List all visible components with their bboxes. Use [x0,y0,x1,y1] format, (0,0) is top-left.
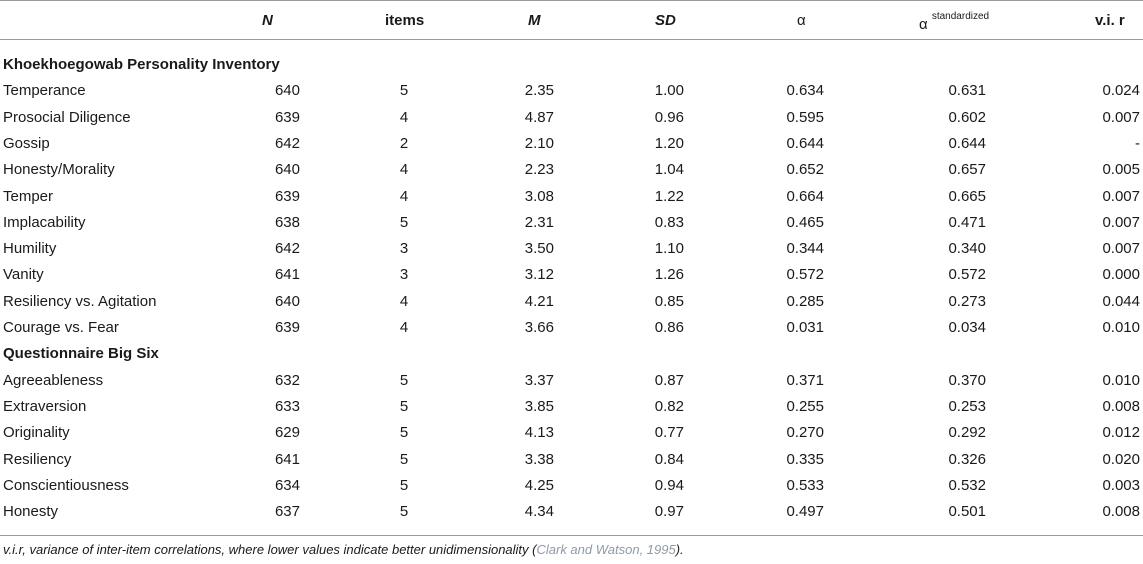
cell-m: 4.25 [524,476,554,494]
footnote-text: v.i.r, variance of inter-item correlations, where lower values indicate better unidimensionality ( [3,542,537,557]
table-footnote [3,542,684,557]
cell-label: Agreeableness [3,371,104,389]
cell-n: 640 [274,161,300,179]
table-row [0,210,1143,236]
cell-vir: 0.008 [1102,397,1140,415]
cell-m: 3.85 [524,397,554,415]
cell-sd: 0.96 [654,108,684,126]
header-alpha-std-sup: standardized [931,11,990,22]
group-title: Questionnaire Big Six [3,345,159,363]
cell-m: 4.87 [524,108,554,126]
cell-alpha-standardized: 0.471 [948,213,986,231]
table-row [0,420,1143,446]
cell-n: 629 [274,424,300,442]
cell-m: 2.10 [524,134,554,152]
cell-n: 638 [274,213,300,231]
cell-items: 5 [399,476,409,494]
cell-label: Gossip [3,134,50,152]
cell-vir: 0.020 [1102,450,1140,468]
cell-items: 4 [399,292,409,310]
table-row [0,315,1143,341]
cell-alpha: 0.644 [786,134,824,152]
cell-sd: 1.00 [654,82,684,100]
table-row [0,184,1143,210]
cell-items: 5 [399,213,409,231]
cell-vir: - [1135,134,1140,152]
cell-sd: 0.77 [654,424,684,442]
cell-alpha-standardized: 0.501 [948,503,986,521]
table-row [0,368,1143,394]
cell-items: 5 [399,503,409,521]
cell-items: 4 [399,161,409,179]
cell-m: 3.08 [524,187,554,205]
cell-vir: 0.010 [1102,371,1140,389]
cell-n: 637 [274,503,300,521]
footnote-end: ). [675,542,684,557]
cell-alpha: 0.270 [786,424,824,442]
cell-n: 642 [274,134,300,152]
cell-sd: 0.87 [654,371,684,389]
header-alpha: α [797,12,806,29]
cell-items: 5 [399,450,409,468]
cell-label: Honesty/Morality [3,161,115,179]
table-row [0,289,1143,315]
cell-n: 634 [274,476,300,494]
cell-m: 4.13 [524,424,554,442]
table-row [0,262,1143,288]
cell-items: 5 [399,424,409,442]
cell-alpha: 0.634 [786,82,824,100]
cell-vir: 0.005 [1102,161,1140,179]
cell-m: 3.12 [524,266,554,284]
cell-m: 2.31 [524,213,554,231]
cell-n: 641 [274,266,300,284]
cell-label: Vanity [3,266,44,284]
cell-alpha-standardized: 0.370 [948,371,986,389]
header-sd: SD [655,12,676,29]
header-items: items [385,12,425,29]
cell-m: 3.50 [524,240,554,258]
cell-alpha: 0.371 [786,371,824,389]
cell-alpha-standardized: 0.326 [948,450,986,468]
header-m: M [528,12,541,29]
cell-label: Courage vs. Fear [3,319,119,336]
cell-alpha: 0.285 [786,292,824,310]
cell-items: 4 [399,319,409,336]
cell-items: 4 [399,187,409,205]
cell-items: 4 [399,108,409,126]
cell-alpha: 0.031 [786,319,824,336]
cell-alpha-standardized: 0.572 [948,266,986,284]
cell-alpha: 0.497 [786,503,824,521]
header-vir: v.i. r [1095,12,1125,29]
cell-sd: 0.82 [654,397,684,415]
cell-label: Humility [3,240,57,258]
cell-sd: 0.85 [654,292,684,310]
footnote-citation-link[interactable]: Clark and Watson, 1995 [536,542,676,557]
group-header-row [0,52,1143,78]
cell-label: Implacability [3,213,86,231]
cell-sd: 1.04 [654,161,684,179]
header-alpha-std-base: α [919,16,928,33]
cell-label: Honesty [3,503,59,521]
cell-alpha: 0.465 [786,213,824,231]
table-row [0,131,1143,157]
cell-vir: 0.007 [1102,240,1140,258]
cell-alpha: 0.664 [786,187,824,205]
cell-alpha-standardized: 0.340 [948,240,986,258]
cell-vir: 0.007 [1102,213,1140,231]
cell-n: 642 [274,240,300,258]
cell-n: 640 [274,292,300,310]
cell-alpha: 0.572 [786,266,824,284]
cell-alpha-standardized: 0.657 [948,161,986,179]
cell-n: 639 [274,319,300,336]
cell-label: Extraversion [3,397,87,415]
cell-vir: 0.007 [1102,187,1140,205]
cell-sd: 0.83 [654,213,684,231]
cell-items: 2 [399,134,409,152]
cell-alpha-standardized: 0.631 [948,82,986,100]
cell-n: 639 [274,187,300,205]
cell-sd: 1.20 [654,134,684,152]
cell-m: 3.37 [524,371,554,389]
cell-n: 640 [274,82,300,100]
table-row [0,394,1143,420]
cell-label: Temper [3,187,54,205]
cell-alpha: 0.533 [786,476,824,494]
cell-m: 2.23 [524,161,554,179]
table-bottom-rule [0,535,1143,536]
cell-sd: 0.84 [654,450,684,468]
cell-alpha-standardized: 0.292 [948,424,986,442]
table-row [0,447,1143,473]
cell-sd: 1.10 [654,240,684,258]
cell-vir: 0.003 [1102,476,1140,494]
cell-alpha-standardized: 0.273 [948,292,986,310]
cell-n: 632 [274,371,300,389]
cell-alpha: 0.255 [786,397,824,415]
cell-alpha-standardized: 0.644 [948,134,986,152]
cell-m: 2.35 [524,82,554,100]
table-row [0,78,1143,104]
cell-sd: 0.97 [654,503,684,521]
cell-alpha: 0.344 [786,240,824,258]
cell-items: 5 [399,397,409,415]
cell-alpha-standardized: 0.253 [948,397,986,415]
cell-vir: 0.007 [1102,108,1140,126]
cell-n: 633 [274,397,300,415]
cell-vir: 0.010 [1102,319,1140,336]
cell-vir: 0.012 [1102,424,1140,442]
header-n: N [262,12,273,29]
cell-n: 641 [274,450,300,468]
group-title: Khoekhoegowab Personality Inventory [3,56,280,73]
cell-label: Conscientiousness [3,476,129,494]
cell-alpha-standardized: 0.034 [948,319,986,336]
cell-alpha: 0.595 [786,108,824,126]
cell-m: 3.66 [524,319,554,336]
table-header [0,0,1143,40]
table-row [0,236,1143,262]
group-header-row [0,341,1143,367]
cell-label: Temperance [3,82,86,100]
table-row [0,473,1143,499]
cell-items: 5 [399,82,409,100]
cell-items: 5 [399,371,409,389]
cell-sd: 0.94 [654,476,684,494]
cell-alpha: 0.652 [786,161,824,179]
table-row [0,499,1143,525]
cell-m: 4.34 [524,503,554,521]
cell-vir: 0.044 [1102,292,1140,310]
cell-label: Originality [3,424,70,442]
cell-vir: 0.000 [1102,266,1140,284]
cell-label: Resiliency vs. Agitation [3,292,157,310]
cell-sd: 0.86 [654,319,684,336]
cell-n: 639 [274,108,300,126]
cell-m: 3.38 [524,450,554,468]
cell-alpha-standardized: 0.665 [948,187,986,205]
cell-label: Resiliency [3,450,72,468]
cell-items: 3 [399,266,409,284]
cell-vir: 0.008 [1102,503,1140,521]
cell-label: Prosocial Diligence [3,108,131,126]
cell-sd: 1.22 [654,187,684,205]
cell-alpha-standardized: 0.602 [948,108,986,126]
cell-sd: 1.26 [654,266,684,284]
cell-alpha-standardized: 0.532 [948,476,986,494]
table-row [0,105,1143,131]
cell-items: 3 [399,240,409,258]
cell-alpha: 0.335 [786,450,824,468]
cell-m: 4.21 [524,292,554,310]
header-alpha-standardized [919,12,989,34]
table-row [0,157,1143,183]
cell-vir: 0.024 [1102,82,1140,100]
